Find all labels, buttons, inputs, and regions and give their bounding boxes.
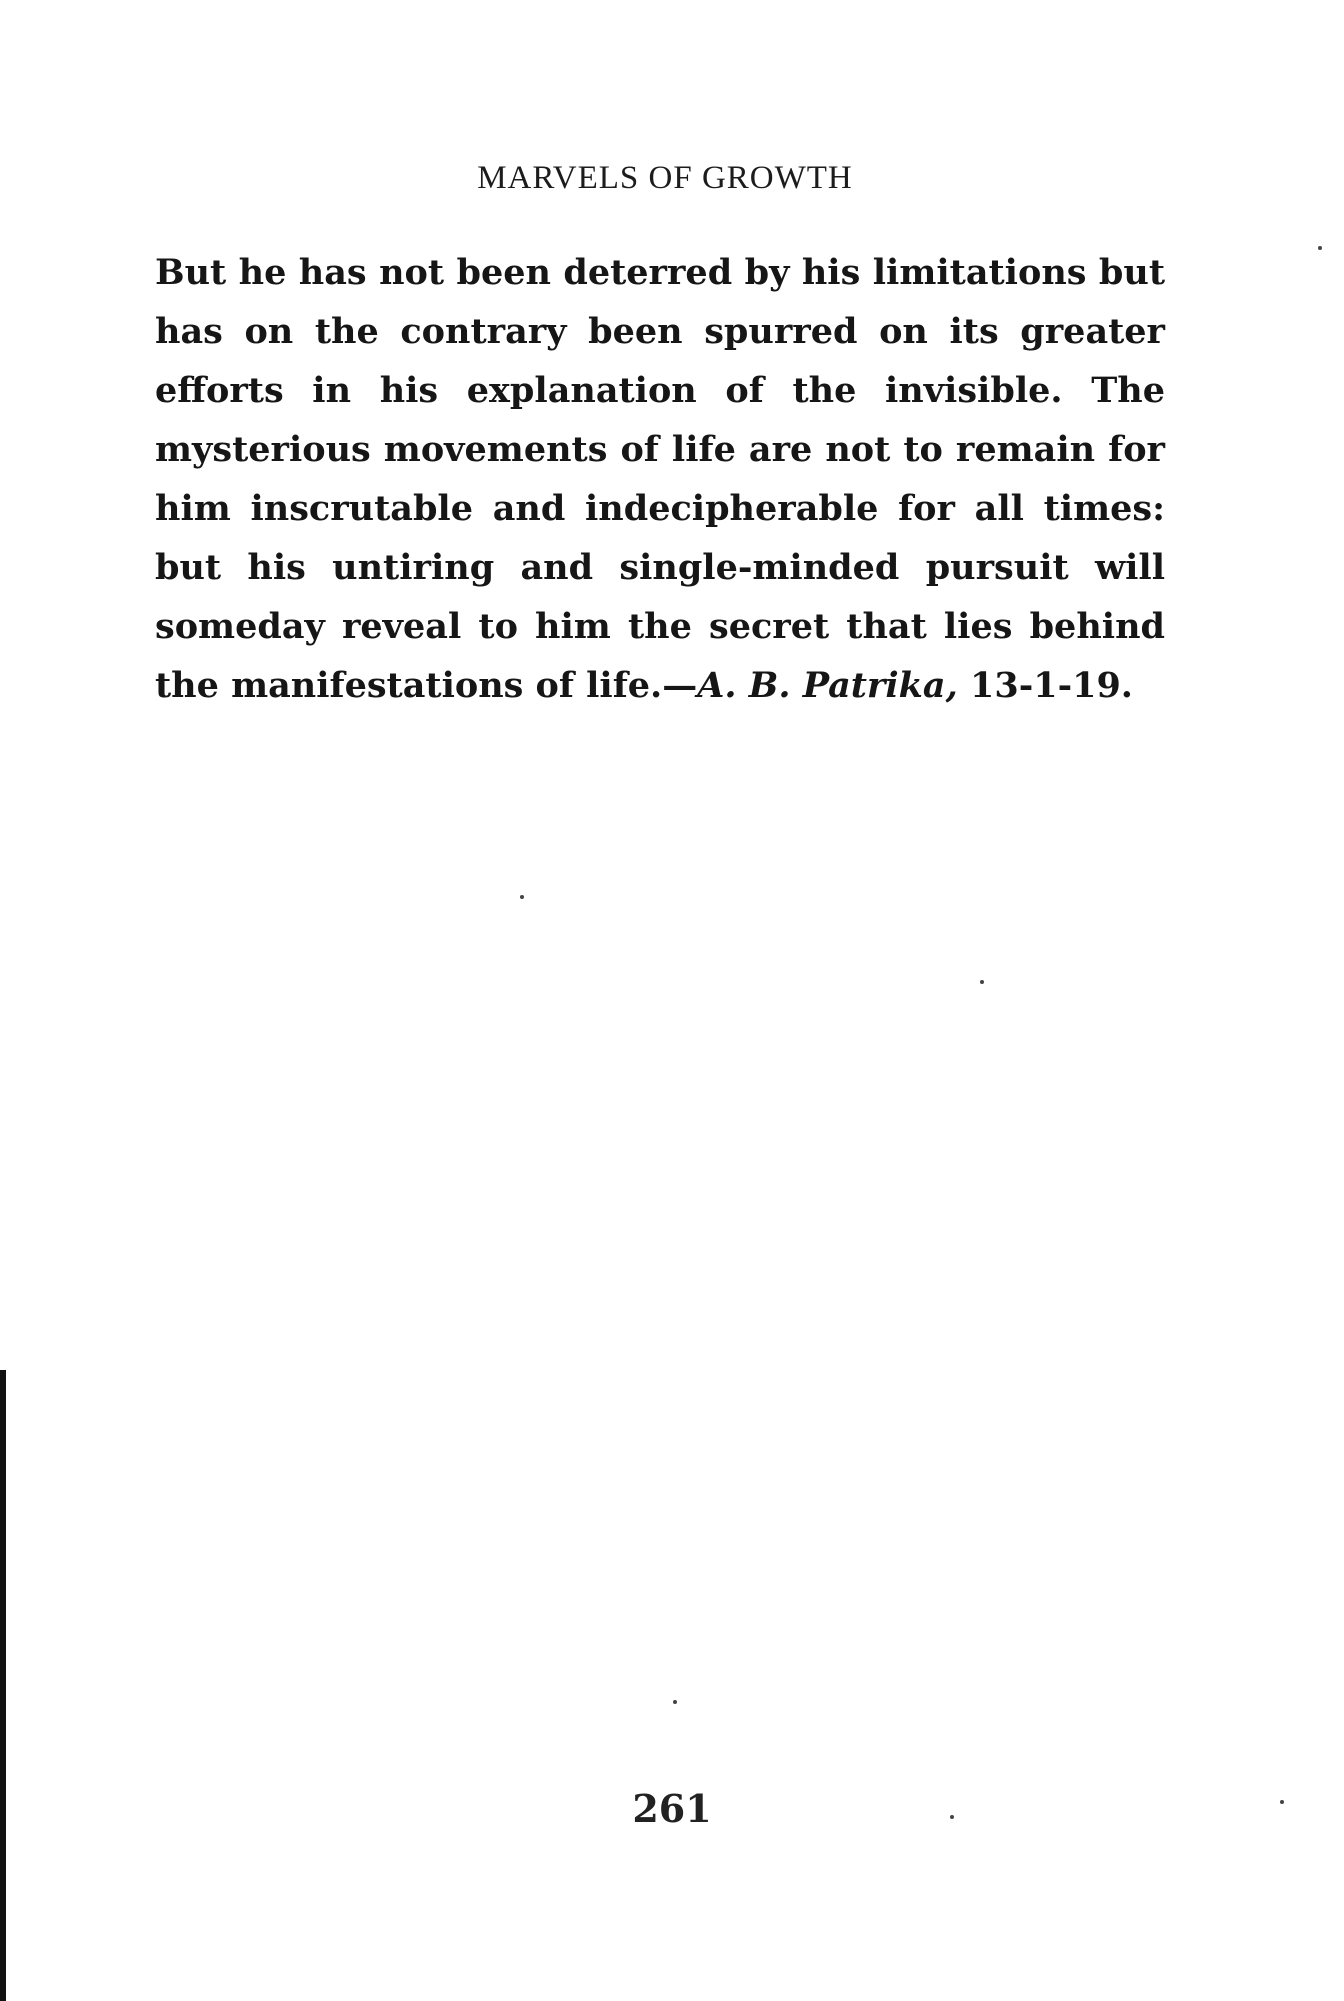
paragraph-line: him inscrutable and indecipherable for all times: xyxy=(155,488,1165,529)
print-speck xyxy=(1318,246,1322,250)
paragraph-line: mysterious movements of life are not to remain for xyxy=(155,429,1165,470)
page-number: 261 xyxy=(632,1786,712,1831)
print-speck xyxy=(950,1815,954,1819)
paragraph-line: But he has not been deterred by his limitations but xyxy=(155,252,1165,293)
paragraph-line: has on the contrary been spurred on its greater xyxy=(155,311,1165,352)
print-speck xyxy=(673,1700,677,1704)
body-paragraph xyxy=(155,243,1165,715)
page-binding-edge xyxy=(0,1370,6,2001)
print-speck xyxy=(1280,1800,1284,1804)
last-line-text: the manifestations of life.— xyxy=(155,665,698,706)
paragraph-line: efforts in his explanation of the invisible. The xyxy=(155,370,1165,411)
paragraph-line: but his untiring and single-minded pursuit will xyxy=(155,547,1165,588)
citation-date: 13-1-19. xyxy=(957,665,1133,706)
print-speck xyxy=(980,980,984,984)
running-head: MARVELS OF GROWTH xyxy=(477,160,853,196)
paragraph-line: someday reveal to him the secret that lies behind xyxy=(155,606,1165,647)
paragraph-last-line xyxy=(155,656,1165,715)
citation-source: A. B. Patrika, xyxy=(697,665,958,706)
print-speck xyxy=(520,895,524,899)
